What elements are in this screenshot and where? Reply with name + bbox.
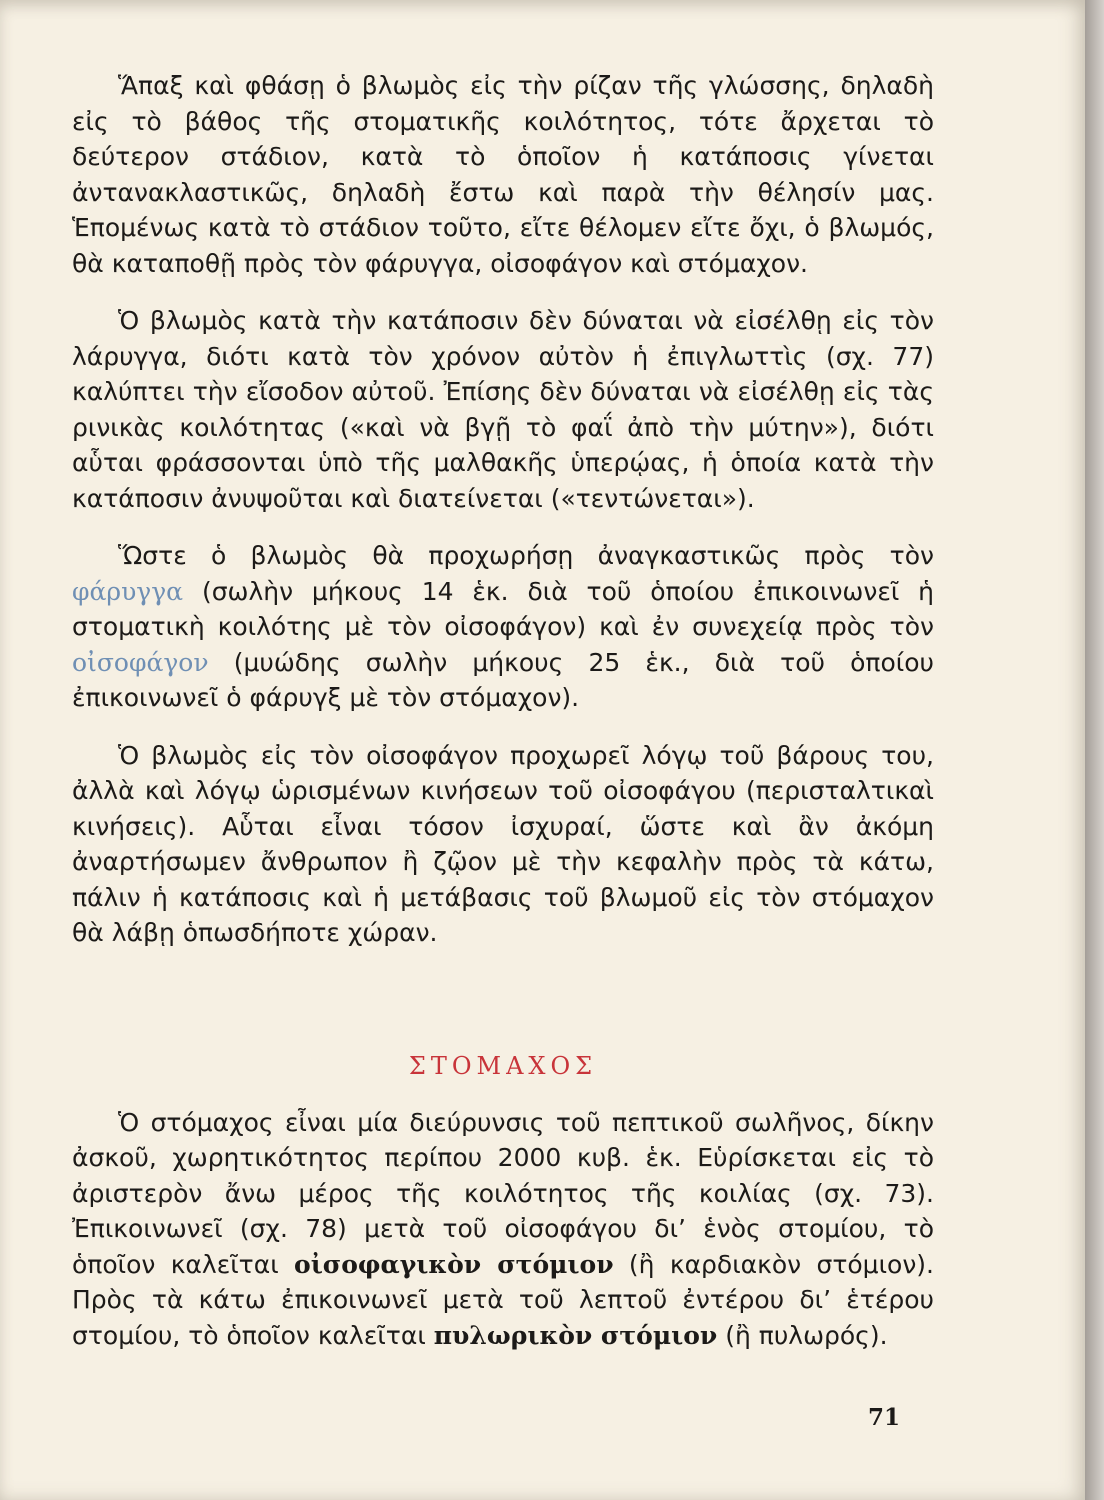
text-segment: Ὥστε ὁ βλωμὸς θὰ προχωρήσῃ ἀναγκαστικῶς πρὸς τὸν xyxy=(118,541,934,570)
term-esophagus: οἰσοφάγον xyxy=(72,647,209,677)
text-segment: (ἢ καρδιακὸν στόμιον). Πρὸς τὰ κάτω ἐπικοινωνεῖ μετὰ τοῦ λεπτοῦ ἐντέρου δι’ ἑτέρου στομίου, τὸ ὁποῖον καλεῖται xyxy=(72,1249,935,1350)
text-segment: (μυώδης σωλὴν μήκους 25 ἑκ., διὰ τοῦ ὁποίου ἐπικοινωνεῖ ὁ φάρυγξ μὲ τὸν στόμαχον). xyxy=(72,647,934,712)
text-body xyxy=(72,68,934,1375)
paragraph-pharynx-esophagus xyxy=(72,538,934,716)
term-cardiac-orifice: οἰσοφαγικὸν στόμιον xyxy=(294,1249,614,1279)
text-segment: (σωλὴν μήκους 14 ἑκ. διὰ τοῦ ὁποίου ἐπικοινωνεῖ ἡ στοματικὴ κοιλότης μὲ τὸν οἰσοφάγον) καὶ ἐν συνεχείᾳ πρὸς τὸν xyxy=(72,576,934,641)
text-segment: (ἢ πυλωρός). xyxy=(725,1320,888,1350)
page-number: 71 xyxy=(868,1404,901,1431)
paragraph-stomach xyxy=(72,1105,934,1354)
term-pyloric-orifice: πυλωρικὸν στόμιον xyxy=(433,1320,718,1350)
paragraph-larynx: Ὁ βλωμὸς κατὰ τὴν κατάποσιν δὲν δύναται νὰ εἰσέλθῃ εἰς τὸν λάρυγγα, διότι κατὰ τὸν χρόνον αὐτὸν ἡ ἐπιγλωττὶς (σχ. 77) καλύπτει τὴν εἴσοδον αὐτοῦ. Ἐπίσης δὲν δύναται νὰ εἰσέλθῃ εἰς τὰς ρινικὰς κοιλότητας («καὶ νὰ βγῇ τὸ φαΐ ἀπὸ τὴν μύτην»), διότι αὗται φράσσονται ὑπὸ τῆς μαλθακῆς ὑπερῴας, ἡ ὁποία κατὰ τὴν κατάποσιν ἀνυψοῦται καὶ διατείνεται («τεντώνεται»). xyxy=(72,306,934,513)
term-pharynx: φάρυγγα xyxy=(72,576,184,606)
section-heading: ΣΤΟΜΑΧΟΣ xyxy=(408,1051,598,1080)
paragraph-swallowing-stage: Ἅπαξ καὶ φθάσῃ ὁ βλωμὸς εἰς τὴν ρίζαν τῆς γλώσσης, δηλαδὴ εἰς τὸ βάθος τῆς στοματικῆς κοιλότητος, τότε ἄρχεται τὸ δεύτερον στάδιον, κατὰ τὸ ὁποῖον ἡ κατάποσις γίνεται ἀντανακλαστικῶς, δηλαδὴ ἔστω καὶ παρὰ τὴν θέλησίν μας. Ἑπομένως κατὰ τὸ στάδιον τοῦτο, εἴτε θέλομεν εἴτε ὄχι, ὁ βλωμός, θὰ καταποθῇ πρὸς τὸν φάρυγγα, οἰσοφάγον καὶ στόμαχον. xyxy=(72,71,934,278)
page-edge xyxy=(1085,0,1104,1500)
paragraph-peristalsis: Ὁ βλωμὸς εἰς τὸν οἰσοφάγον προχωρεῖ λόγῳ τοῦ βάρους του, ἀλλὰ καὶ λόγῳ ὡρισμένων κινήσεων τοῦ οἰσοφάγου (περισταλτικαὶ κινήσεις). Αὗται εἶναι τόσον ἰσχυραί, ὥστε καὶ ἂν ἀκόμη ἀναρτήσωμεν ἄνθρωπον ἢ ζῷον μὲ τὴν κεφαλὴν πρὸς τὰ κάτω, πάλιν ἡ κατάποσις καὶ ἡ μετάβασις τοῦ βλωμοῦ εἰς τὸν στόμαχον θὰ λάβῃ ὁπωσδήποτε χώραν. xyxy=(72,740,934,947)
text-segment: Ὁ στόμαχος εἶναι μία διεύρυνσις τοῦ πεπτικοῦ σωλῆνος, δίκην ἀσκοῦ, χωρητικότητος περίπου 2000 κυβ. ἑκ. Εὑρίσκεται εἰς τὸ ἀριστερὸν ἄνω μέρος τῆς κοιλότητος τῆς κοιλίας (σχ. 73). Ἐπικοινωνεῖ (σχ. 78) μετὰ τοῦ οἰσοφάγου δι’ ἑνὸς στομίου, τὸ ὁποῖον καλεῖται xyxy=(72,1107,934,1279)
